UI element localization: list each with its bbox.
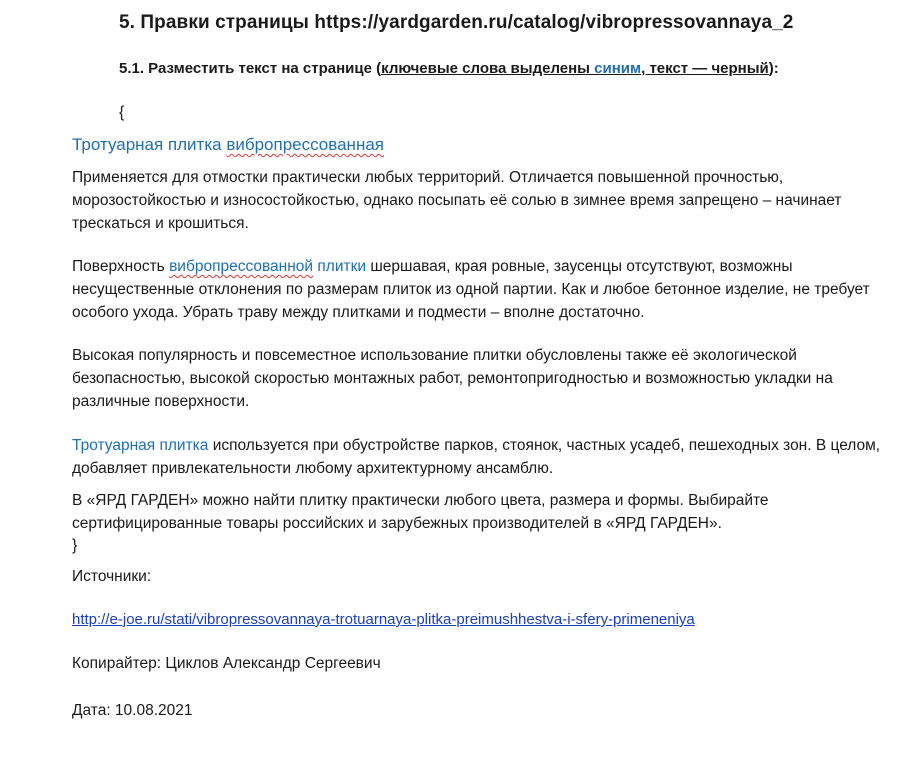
paragraph-2-a: Поверхность bbox=[72, 258, 170, 275]
sources-label: Источники: bbox=[72, 568, 152, 585]
paragraph-2-keyword bbox=[169, 258, 366, 275]
subheading-prefix: 5.1. Разместить текст на странице ( bbox=[119, 60, 382, 77]
section-heading: 5. Правки страницы https://yardgarden.ru/catalog/vibropressovannaya_2 bbox=[119, 12, 794, 33]
article-title-b: вибропрессованная bbox=[226, 135, 384, 154]
paragraph-2 bbox=[72, 255, 902, 324]
paragraph-2-keyword-2: плитки bbox=[317, 258, 367, 275]
date-line: Дата: 10.08.2021 bbox=[72, 702, 193, 719]
subheading-note-blue: синим bbox=[594, 60, 642, 77]
paragraph-3: Высокая популярность и повсеместное использование плитки обусловлены также её экологической безопасностью, высокой скоростью монтажных работ, ремонтопригодностью и возможностью укладки на различные поверхности. bbox=[72, 347, 833, 410]
paragraph-4 bbox=[72, 434, 902, 480]
article-title bbox=[72, 135, 384, 155]
paragraph-2-b: шершавая, края ровные, заусенцы отсутствуют, возможны несущественные отклонения по размерам плиток из одной партии. Как и любое бетонное изделие, не требует особого ухода. Убрать траву между плитками и подмести – вполне достаточно. bbox=[72, 258, 870, 321]
subsection-heading bbox=[119, 60, 779, 77]
subheading-note-a: ключевые слова выделены bbox=[381, 60, 595, 77]
source-link[interactable]: http://e-joe.ru/stati/vibropressovannaya-trotuarnaya-plitka-preimushhestva-i-sfery-primeneniya bbox=[72, 611, 695, 628]
paragraph-4-keyword: Тротуарная плитка bbox=[72, 437, 209, 454]
subheading-note-b: , текст — черный bbox=[641, 60, 769, 77]
paragraph-4-b: используется при обустройстве парков, стоянок, частных усадеб, пешеходных зон. В целом, добавляет привлекательности любому архитектурному ансамблю. bbox=[72, 437, 881, 477]
paragraph-5: В «ЯРД ГАРДЕН» можно найти плитку практически любого цвета, размера и формы. Выбирайте сертифицированные товары российских и зарубежных производителей в «ЯРД ГАРДЕН». bbox=[72, 492, 769, 532]
article-title-a: Тротуарная плитка bbox=[72, 135, 227, 154]
close-brace: } bbox=[72, 537, 78, 554]
paragraph-2-keyword-1: вибропрессованной bbox=[169, 258, 314, 275]
subheading-note bbox=[381, 60, 769, 77]
copywriter-line: Копирайтер: Циклов Александр Сергеевич bbox=[72, 655, 381, 672]
open-brace: { bbox=[119, 104, 125, 121]
paragraph-1: Применяется для отмостки практически любых территорий. Отличается повышенной прочностью, морозостойкостью и износостойкостью, однако посыпать её солью в зимнее время запрещено – начинает трескаться и крошиться. bbox=[72, 169, 842, 232]
subheading-suffix: ): bbox=[768, 60, 779, 77]
